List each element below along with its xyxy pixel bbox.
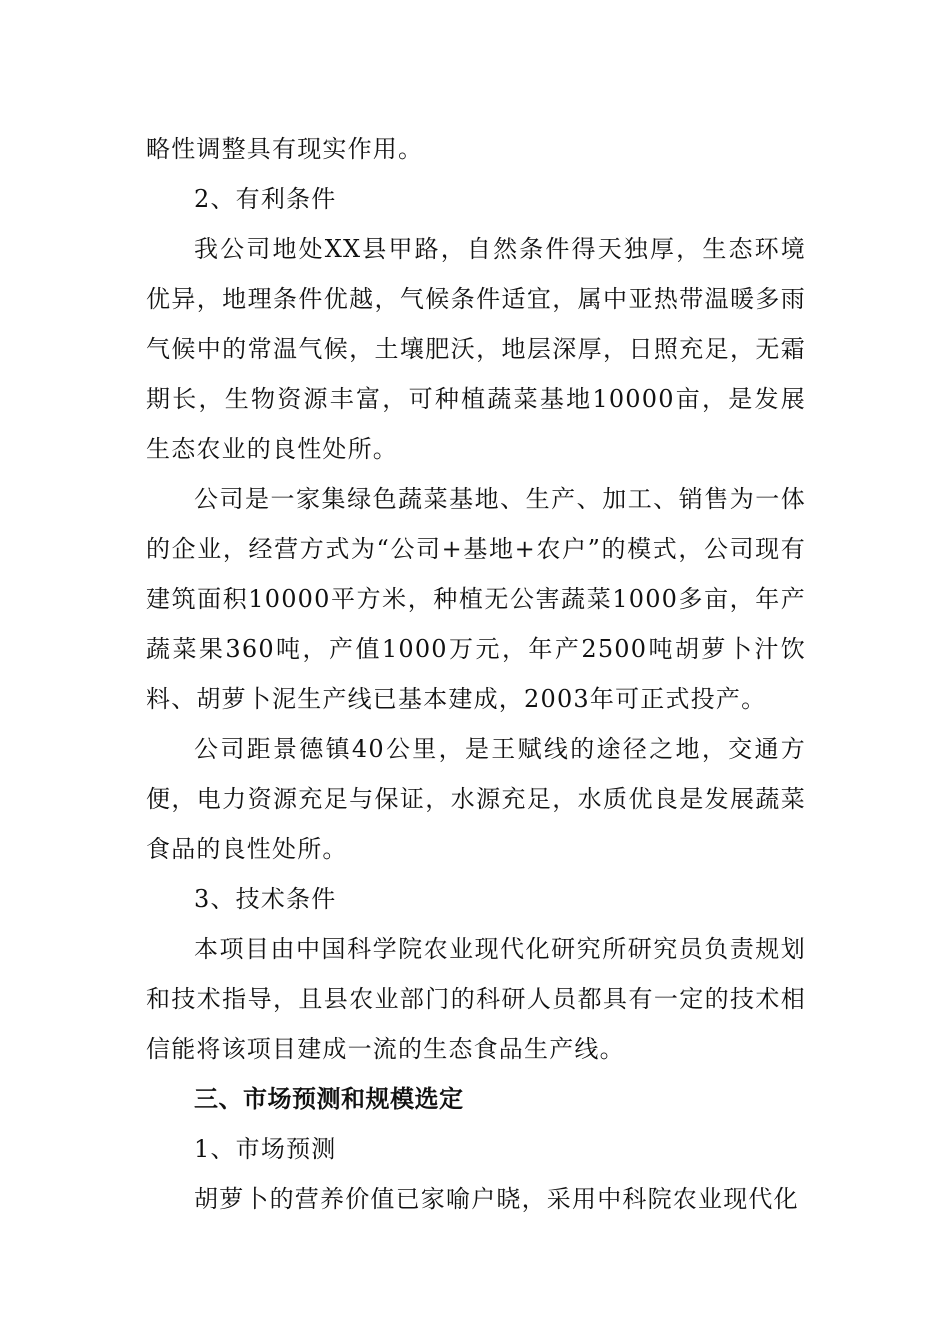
paragraph-company-profile: 公司是一家集绿色蔬菜基地、生产、加工、销售为一体的企业，经营方式为“公司+基地+农户”的模式，公司现有建筑面积10000平方米，种植无公害蔬菜1000多亩，年产蔬菜果360吨，产值1000万元，年产2500吨胡萝卜汁饮料、胡萝卜泥生产线已基本建成，2003年可正式投产。 bbox=[146, 485, 806, 713]
paragraph-continuation: 略性调整具有现实作用。 bbox=[146, 135, 424, 163]
section-heading-market: 三、市场预测和规模选定 bbox=[194, 1085, 464, 1113]
document-body bbox=[146, 124, 806, 1224]
subheading-market-forecast: 1、市场预测 bbox=[194, 1135, 337, 1163]
paragraph-market-forecast: 胡萝卜的营养价值已家喻户晓，采用中科院农业现代化 bbox=[194, 1185, 799, 1213]
subheading-favorable-conditions: 2、有利条件 bbox=[194, 185, 337, 213]
paragraph-technical: 本项目由中国科学院农业现代化研究所研究员负责规划和技术指导，且县农业部门的科研人员都具有一定的技术相信能将该项目建成一流的生态食品生产线。 bbox=[146, 935, 806, 1063]
subheading-technical-conditions: 3、技术条件 bbox=[194, 885, 337, 913]
paragraph-transport: 公司距景德镇40公里，是王赋线的途径之地，交通方便，电力资源充足与保证，水源充足，水质优良是发展蔬菜食品的良性处所。 bbox=[146, 735, 806, 863]
paragraph-location: 我公司地处XX县甲路，自然条件得天独厚，生态环境优异，地理条件优越，气候条件适宜，属中亚热带温暖多雨气候中的常温气候，土壤肥沃，地层深厚，日照充足，无霜期长，生物资源丰富，可种植蔬菜基地10000亩，是发展生态农业的良性处所。 bbox=[146, 235, 806, 463]
